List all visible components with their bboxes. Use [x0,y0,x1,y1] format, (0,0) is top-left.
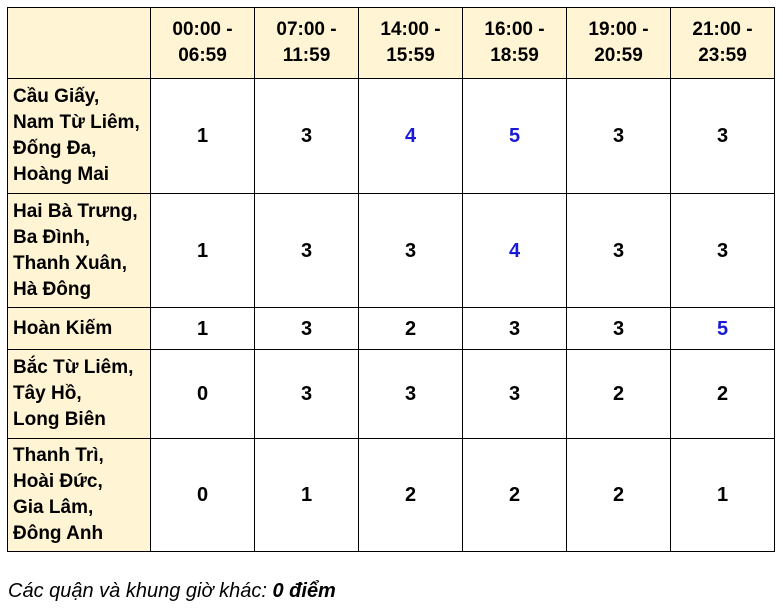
score-cell: 1 [151,194,255,308]
score-cell: 3 [359,350,463,439]
score-cell: 3 [463,350,567,439]
score-cell: 0 [151,439,255,552]
table-row [8,79,775,194]
district-name: Đông Anh [13,523,104,544]
district-name: Thanh Trì, [13,445,104,466]
district-group-cell [8,439,151,552]
score-cell: 3 [567,79,671,194]
time-slot-header [151,8,255,79]
score-cell: 5 [463,79,567,194]
table-row [8,308,775,350]
score-cell: 3 [255,350,359,439]
score-cell: 3 [463,308,567,350]
score-cell: 4 [463,194,567,308]
district-name: Long Biên [13,409,106,430]
score-cell: 3 [255,194,359,308]
table-row [8,439,775,552]
footer-note-value: 0 điểm [272,580,336,602]
district-name: Hai Bà Trưng, [13,200,138,222]
district-name: Cầu Giấy, [13,86,100,107]
district-name: Nam Từ Liêm, [13,112,140,133]
score-cell: 3 [567,194,671,308]
score-cell: 3 [255,308,359,350]
district-group-cell [8,350,151,439]
district-name: Hoàng Mai [13,164,110,185]
corner-cell [8,8,151,79]
score-cell: 1 [151,79,255,194]
score-cell: 5 [671,308,775,350]
district-name: Gia Lâm, [13,497,94,518]
score-cell: 2 [359,439,463,552]
district-name: Ba Đình, [13,226,91,248]
district-name: Đống Đa, [13,138,97,159]
score-cell: 4 [359,79,463,194]
district-name: Hoài Đức, [13,471,103,492]
district-time-score-table [7,7,775,552]
time-slot-start: 07:00 - [276,19,337,40]
district-name: Tây Hồ, [13,383,82,404]
time-slot-end: 20:59 [594,45,643,66]
score-cell: 2 [463,439,567,552]
table-row [8,350,775,439]
district-name: Hà Đông [13,278,92,300]
score-cell: 3 [567,308,671,350]
time-slot-start: 16:00 - [484,19,545,40]
score-cell: 1 [151,308,255,350]
district-name: Hoàn Kiếm [13,317,113,339]
score-cell: 2 [567,350,671,439]
footer-note [8,580,336,603]
footer-note-prefix: Các quận và khung giờ khác: [8,580,273,602]
time-slot-end: 11:59 [282,45,331,66]
district-name: Bắc Từ Liêm, [13,357,134,378]
time-slot-start: 00:00 - [172,19,233,40]
time-slot-header [255,8,359,79]
district-group-cell [8,194,151,308]
district-group-cell [8,79,151,194]
score-cell: 1 [671,439,775,552]
time-slot-header [463,8,567,79]
score-cell: 3 [255,79,359,194]
district-name: Thanh Xuân, [13,252,127,274]
score-cell: 2 [567,439,671,552]
time-slot-end: 15:59 [386,45,435,66]
time-slot-header [567,8,671,79]
header-row [8,8,775,79]
time-slot-end: 06:59 [178,45,227,66]
time-slot-start: 19:00 - [588,19,649,40]
score-cell: 3 [671,194,775,308]
time-slot-start: 21:00 - [692,19,753,40]
time-slot-header [359,8,463,79]
score-cell: 3 [671,79,775,194]
time-slot-header [671,8,775,79]
score-cell: 2 [671,350,775,439]
time-slot-end: 18:59 [490,45,539,66]
time-slot-end: 23:59 [698,45,747,66]
district-group-cell [8,308,151,350]
score-cell: 3 [359,194,463,308]
time-slot-start: 14:00 - [380,19,441,40]
score-cell: 1 [255,439,359,552]
score-cell: 2 [359,308,463,350]
score-cell: 0 [151,350,255,439]
table-row [8,194,775,308]
